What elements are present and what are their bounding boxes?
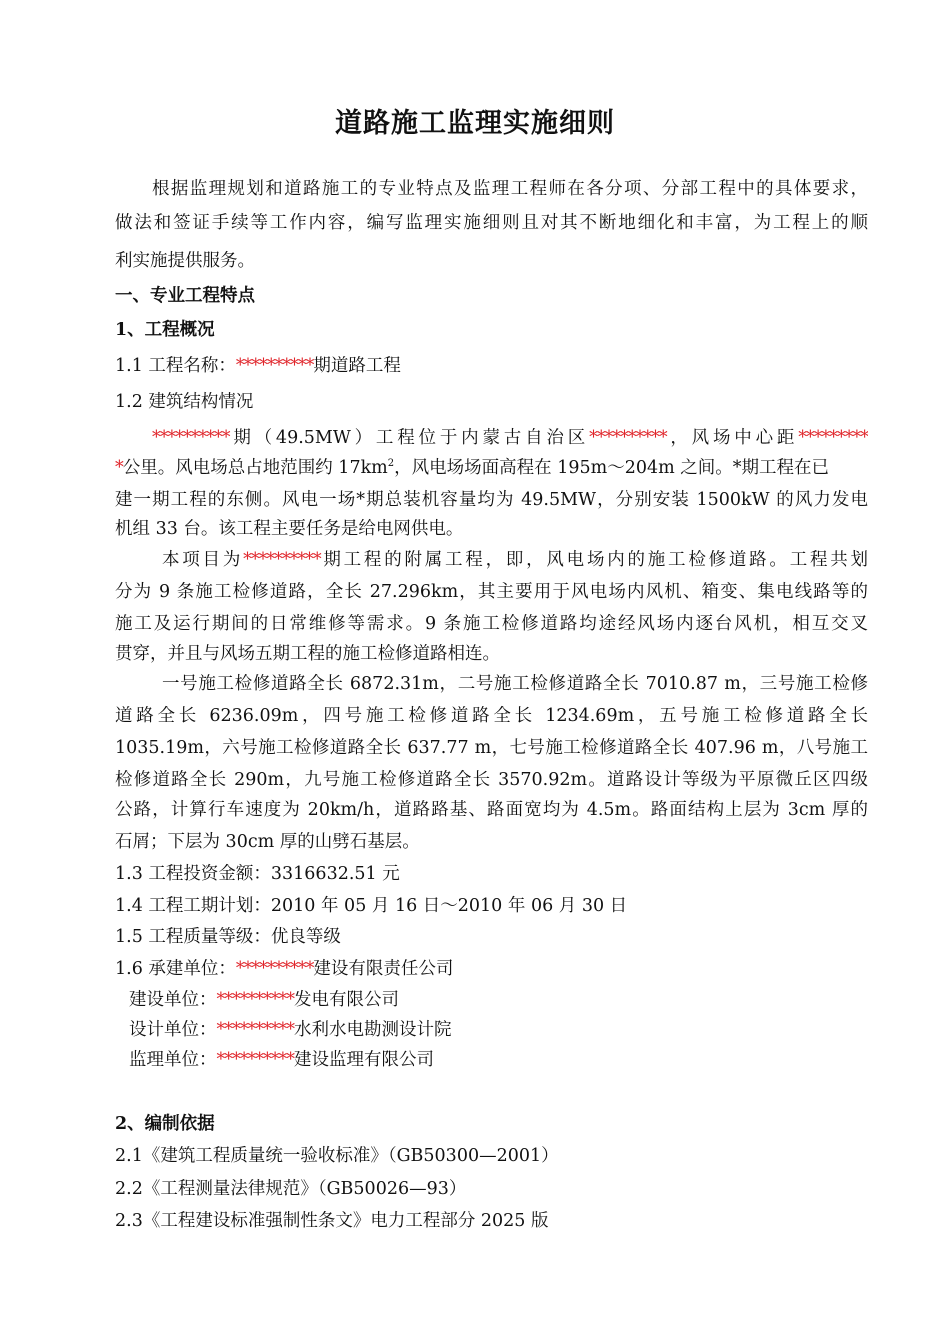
p3-line-3: 1035.19m，六号施工检修道路全长 637.77 m，七号施工检修道路全长 407.96 m，八号施工 xyxy=(115,738,868,758)
p1-line-2 xyxy=(115,454,829,482)
designer-label: 设计单位： xyxy=(129,1020,217,1040)
redacted-mask: * xyxy=(115,458,123,478)
owner-value: 发电有限公司 xyxy=(294,990,399,1010)
redacted-mask: ********** xyxy=(216,990,294,1010)
subsection-heading-2: 2、编制依据 xyxy=(115,1114,215,1134)
item-1-4: 1.4 工程工期计划：2010 年 05 月 16 日～2010 年 06 月 30 日 xyxy=(115,896,628,916)
p1-text-a: 期（49.5MW）工程位于内蒙古自治区 xyxy=(229,428,590,448)
p3-line-2: 道路全长 6236.09m，四号施工检修道路全长 1234.69m，五号施工检修道路全长 xyxy=(115,706,868,726)
item-1-6-designer xyxy=(129,1016,452,1044)
intro-line-3: 利实施提供服务。 xyxy=(115,251,255,271)
intro-line-1: 根据监理规划和道路施工的专业特点及监理工程师在各分项、分部工程中的具体要求， xyxy=(152,179,868,199)
item-1-6-owner xyxy=(129,986,399,1014)
intro-line-2: 做法和签证手续等工作内容，编写监理实施细则且对其不断地细化和丰富，为工程上的顺 xyxy=(115,213,868,233)
document-title: 道路施工监理实施细则 xyxy=(335,108,615,139)
owner-label: 建设单位： xyxy=(129,990,217,1010)
p1-line-4: 机组 33 台。该工程主要任务是给电网供电。 xyxy=(115,519,464,539)
redacted-mask: ********** xyxy=(589,428,667,448)
p3-line-5: 公路，计算行车速度为 20km/h，道路路基、路面宽均为 4.5m。路面结构上层为 3cm 厚的 xyxy=(115,800,868,820)
redacted-mask: ********** xyxy=(216,1020,294,1040)
superscript: 2 xyxy=(387,458,395,470)
contractor-label: 1.6 承建单位： xyxy=(115,959,236,979)
item-1-5: 1.5 工程质量等级：优良等级 xyxy=(115,927,341,947)
supervisor-value: 建设监理有限公司 xyxy=(294,1050,434,1070)
subsection-heading-1: 1、工程概况 xyxy=(115,320,215,340)
p1-text-b: ，风场中心距 xyxy=(666,428,799,448)
item-1-6-contractor xyxy=(115,955,453,983)
redacted-mask: ********** xyxy=(216,1050,294,1070)
p2-line-3: 施工及运行期间的日常维修等需求。9 条施工检修道路均途经风场内逐台风机，相互交叉 xyxy=(115,614,868,634)
p3-line-6: 石屑；下层为 30cm 厚的山劈石基层。 xyxy=(115,832,420,852)
supervisor-label: 监理单位： xyxy=(129,1050,217,1070)
reference-2-3: 2.3《工程建设标准强制性条文》电力工程部分 2025 版 xyxy=(115,1211,549,1231)
redacted-mask: ********** xyxy=(235,356,314,376)
p2-text-b: 期工程的附属工程，即，风电场内的施工检修道路。工程共划 xyxy=(320,550,868,570)
redacted-mask: ********** xyxy=(152,428,230,448)
item-1-1-value: 期道路工程 xyxy=(313,356,401,376)
redacted-mask: ********** xyxy=(243,550,321,570)
item-1-3: 1.3 工程投资金额：3316632.51 元 xyxy=(115,864,400,884)
p3-line-4: 检修道路全长 290m，九号施工检修道路全长 3570.92m。道路设计等级为平原微丘区四级 xyxy=(115,770,868,790)
designer-value: 水利水电勘测设计院 xyxy=(294,1020,452,1040)
p2-text-a: 本项目为 xyxy=(162,550,244,570)
redacted-mask: ********** xyxy=(235,959,314,979)
contractor-value: 建设有限责任公司 xyxy=(313,959,454,979)
p1-text-l2a: 公里。风电场总占地范围约 17km xyxy=(122,458,388,478)
item-1-6-supervisor xyxy=(129,1046,434,1074)
item-1-2: 1.2 建筑结构情况 xyxy=(115,392,254,412)
p1-text-l2b: ，风电场场面高程在 195m～204m 之间。*期工程在已 xyxy=(394,458,830,478)
reference-2-1: 2.1《建筑工程质量统一验收标准》（GB50300—2001） xyxy=(115,1146,559,1166)
item-1-1 xyxy=(115,352,401,380)
p1-line-3: 建一期工程的东侧。风电一场*期总装机容量均为 49.5MW，分别安装 1500kW 的风力发电 xyxy=(115,490,868,510)
p2-line-4: 贯穿，并且与风场五期工程的施工检修道路相连。 xyxy=(115,644,500,664)
p2-line-2: 分为 9 条施工检修道路，全长 27.296km，其主要用于风电场内风机、箱变、集电线路等的 xyxy=(115,582,868,602)
reference-2-2: 2.2《工程测量法律规范》（GB50026—93） xyxy=(115,1179,467,1199)
redacted-mask: ********* xyxy=(798,428,868,448)
p1-line-1 xyxy=(152,424,868,452)
p2-line-1 xyxy=(162,546,868,574)
p3-line-1: 一号施工检修道路全长 6872.31m，二号施工检修道路全长 7010.87 m，三号施工检修 xyxy=(162,674,868,694)
item-1-1-label: 1.1 工程名称： xyxy=(115,356,236,376)
section-heading-1: 一、专业工程特点 xyxy=(115,286,255,306)
